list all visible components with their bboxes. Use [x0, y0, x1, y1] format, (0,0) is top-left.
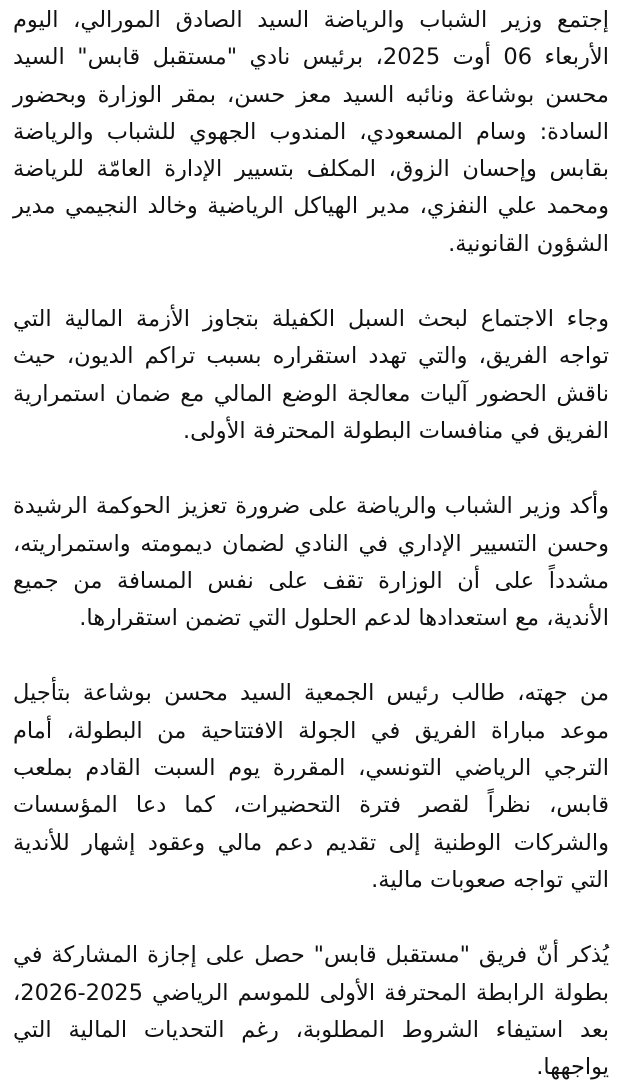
paragraph-meeting-intro: إجتمع وزير الشباب والرياضة السيد الصادق المورالي، اليوم الأربعاء 06 أوت 2025، برئيس نادي "مستقبل قابس" السيد محسن بوشاعة ونائبه السيد معز حسن، بمقر الوزارة وبحضور السادة: وسام المسعودي، المندوب الجهوي للشباب والرياضة بقابس وإحسان الزوق، المكلف بتسيير الإدارة العامّة للرياضة ومحمد علي النفزي، مدير الهياكل الرياضية وخالد النجيمي مدير الشؤون القانونية.: [13, 7, 609, 257]
paragraph-minister-statement: وأكد وزير الشباب والرياضة على ضرورة تعزيز الحوكمة الرشيدة وحسن التسيير الإداري في النادي لضمان ديمومته واستمراريته، مشدداً على أن الوزارة تقف على نفس المسافة من جميع الأندية، مع استعدادها لدعم الحلول التي تضمن استقرارها.: [13, 493, 609, 632]
paragraph-meeting-purpose: وجاء الاجتماع لبحث السبل الكفيلة بتجاوز الأزمة المالية التي تواجه الفريق، والتي تهدد استقراره بسبب تراكم الديون، حيث ناقش الحضور آليات معالجة الوضع المالي مع ضمان استمرارية الفريق في منافسات البطولة المحترفة الأولى.: [13, 306, 609, 444]
paragraph-license-note: يُذكر أنّ فريق "مستقبل قابس" حصل على إجازة المشاركة في بطولة الرابطة المحترفة الأولى للموسم الرياضي 2025-2026، بعد استيفاء الشروط المطلوبة، رغم التحديات المالية التي يواجهها.: [13, 942, 609, 1081]
paragraph-president-request: من جهته، طالب رئيس الجمعية السيد محسن بوشاعة بتأجيل موعد مباراة الفريق في الجولة الافتتاحية من البطولة، أمام الترجي الرياضي التونسي، المقررة يوم السبت القادم بملعب قابس، نظراً لقصر فترة التحضيرات، كما دعا المؤسسات والشركات الوطنية إلى تقديم دعم مالي وعقود إشهار للأندية التي تواجه صعوبات مالية.: [13, 680, 609, 893]
